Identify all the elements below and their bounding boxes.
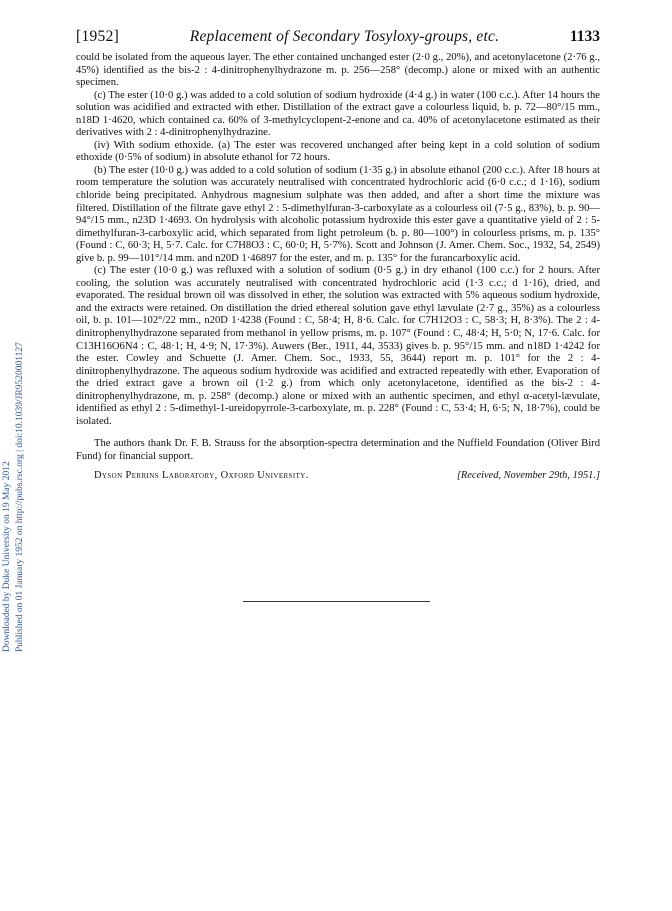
publication-notice[interactable] <box>15 0 29 911</box>
paragraph-1: could be isolated from the aqueous layer. The ether contained unchanged ester (2·0 g., 20%), and acetonylacetone (2·76 g., 45%) identified as the bis-2 : 4-dinitrophenylhydrazone m. p. 256—258° (decomp.) alone or mixed with an authentic specimen. <box>76 52 600 89</box>
page-number: 1133 <box>569 28 600 45</box>
section-gap <box>76 428 600 438</box>
article-body <box>76 52 600 482</box>
received-date: [Received, November 29th, 1951.] <box>456 469 600 481</box>
page-header <box>76 28 600 50</box>
affiliation-footer <box>76 470 600 483</box>
paragraph-4: (b) The ester (10·0 g.) was added to a cold solution of sodium (1·35 g.) in absolute ethanol (200 c.c.). After 18 hours at room temperature the solution was accurately neutralised with concentrated hydrochloric acid (6·0 c.c.; d 1·16), sodium chloride being precipitated. Anhydrous magnesium sulphate was then added, and after a short time the mixture was filtered. Distillation of the filtrate gave ethyl 2 : 5-dimethylfuran-3-carboxylate as a colourless oil (7·5 g., 83%), b. p. 90—94°/15 mm., n23D 1·4693. On hydrolysis with alcoholic potassium hydroxide this ester gave a quantitative yield of 2 : 5-dimethylfuran-3-carboxylic acid, which separated from light petroleum (b. p. 80—100°) in colourless prisms, m. p. 135° (Found : C, 60·3; H, 5·7. Calc. for C7H8O3 : C, 60·0; H, 5·7%). Scott and Johnson (J. Amer. Chem. Soc., 1932, 54, 2549) give b. p. 99—101°/14 mm. and n20D 1·46897 for the ester, and m. p. 135° for the furancarboxylic acid. <box>76 164 600 264</box>
end-rule <box>243 601 430 602</box>
paragraph-2: (c) The ester (10·0 g.) was added to a cold solution of sodium hydroxide (4·4 g.) in water (100 c.c.). After 14 hours the solution was acidified and extracted with ether. Distillation of the extract gave a colourless liquid, b. p. 72—80°/15 mm., n18D 1·4620, which contained ca. 60% of 3-methylcyclopent-2-enone and ca. 40% of acetonylacetone estimated as their derivatives with 2 : 4-dinitrophenylhydrazine. <box>76 89 600 139</box>
paragraph-3: (iv) With sodium ethoxide. (a) The ester was recovered unchanged after being kept in a cold solution of sodium ethoxide (0·5% of sodium) in absolute ethanol for 72 hours. <box>76 139 600 164</box>
publication-notice-link[interactable]: Published on 01 January 1952 on http://pubs.rsc.org | doi:10.1039/JR9520001127 <box>15 342 25 652</box>
journal-year: [1952] <box>76 28 120 45</box>
download-notice <box>2 0 16 911</box>
laboratory-name: Dyson Perrins Laboratory, Oxford University. <box>94 469 309 481</box>
download-notice-text: Downloaded by Duke University on 19 May 2012 <box>2 461 12 652</box>
paragraph-5: (c) The ester (10·0 g.) was refluxed with a solution of sodium (0·5 g.) in dry ethanol (100 c.c.) for 2 hours. After cooling, the solution was accurately neutralised with concentrated hydrochloric acid (1·3 c.c.; d 1·16), dried, and evaporated. The residual brown oil was dissolved in ether, the solution was extracted with 5% aqueous sodium hydroxide, and the extracts were retained. On distillation the dried ethereal solution gave ethyl lævulate (2·7 g., 35%) as a colourless oil, b. p. 101—102°/22 mm., n20D 1·4238 (Found : C, 58·4; H, 8·6. Calc. for C7H12O3 : C, 58·3; H, 8·3%). The 2 : 4-dinitrophenylhydrazone separated from methanol in yellow prisms, m. p. 107° (Found : C, 48·4; H, 5·0; N, 17·6. Calc. for C13H16O6N4 : C, 48·1; H, 4·9; N, 17·3%). Auwers (Ber., 1911, 44, 3533) gives b. p. 95°/15 mm. and n18D 1·4242 for the ester. Cowley and Schuette (J. Amer. Chem. Soc., 1933, 55, 3644) report m. p. 101° for the 2 : 4-dinitrophenylhydrazone. The aqueous sodium hydroxide was acidified and extracted repeatedly with ether. Evaporation of the dried extract gave a brown oil (1·2 g.) from which only acetonylacetone, identified as the bis-2 : 4-dinitrophenylhydrazone, m. p. 258° (decomp.) alone or mixed with an authentic specimen, and ethyl α-acetyl-lævulate, identified as ethyl 2 : 5-dimethyl-1-ureidopyrrole-3-carboxylate, m. p. 228° (Found : C, 53·4; H, 6·5; N, 18·7%), could be isolated. <box>76 265 600 427</box>
acknowledgement: The authors thank Dr. F. B. Strauss for the absorption-spectra determination and the Nuffield Foundation (Oliver Bird Fund) for financial support. <box>76 438 600 462</box>
running-title: Replacement of Secondary Tosyloxy-groups, etc. <box>189 28 500 45</box>
